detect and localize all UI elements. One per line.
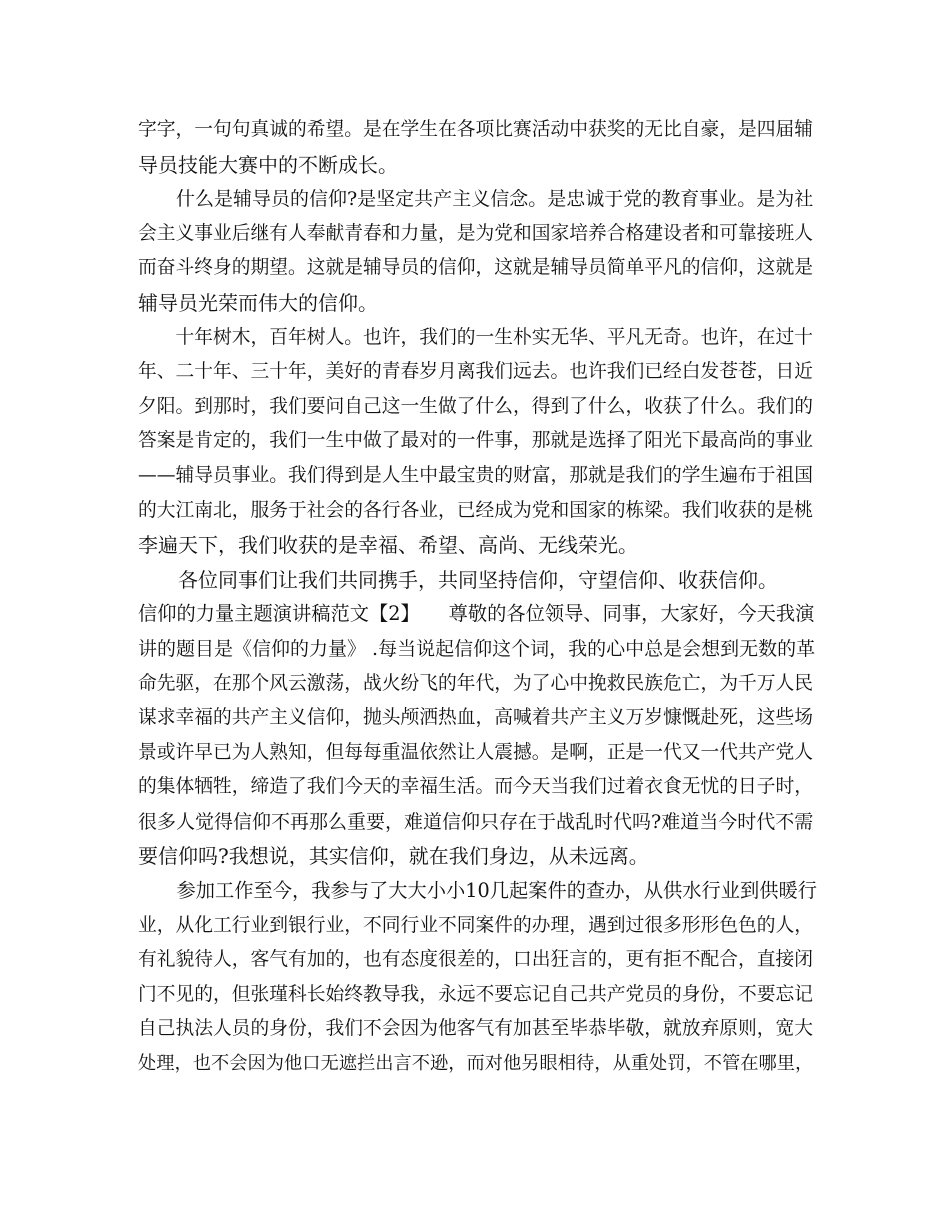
text-line: 年、二十年、三十年，美好的青春岁月离我们远去。也许我们已经白发苍苍，日近	[138, 361, 813, 383]
section-heading-line: 信仰的力量主题演讲稿范文【2】 尊敬的各位领导、同事，大家好，今天我演	[138, 602, 815, 626]
text-line: 夕阳。到那时，我们要问自己这一生做了什么，得到了什么，收获了什么。我们的	[138, 395, 813, 417]
text-line: 会主义事业后继有人奉献青春和力量，是为党和国家培养合格建设者和可靠接班人	[138, 222, 813, 244]
text-line: 而奋斗终身的期望。这就是辅导员的信仰，这就是辅导员简单平凡的信仰，这就是	[138, 257, 813, 279]
text-line: 的大江南北，服务于社会的各行各业，已经成为党和国家的栋梁。我们收获的是桃	[138, 499, 813, 521]
text-line: 字字，一句句真诚的希望。是在学生在各项比赛活动中获奖的无比自豪，是四届辅	[138, 119, 813, 140]
text-line: 自己执法人员的身份，我们不会因为他客气有加甚至毕恭毕敬，就放弃原则，宽大	[138, 1018, 813, 1040]
text-line: 辅导员光荣而伟大的信仰。	[138, 290, 378, 315]
text-line: 处理，也不会因为他口无遮拦出言不逊，而对他另眼相待，从重处罚，不管在哪里，	[138, 1053, 814, 1075]
text-line: ——辅导员事业。我们得到是人生中最宝贵的财富，那就是我们的学生遍布于祖国	[138, 464, 813, 486]
text-line: 十年树木，百年树人。也许，我们的一生朴实无华、平凡无奇。也许，在过十	[138, 326, 813, 348]
text-line: 什么是辅导员的信仰?是坚定共产主义信念。是忠诚于党的教育事业。是为社	[138, 188, 814, 211]
text-line: 景或许早已为人熟知，但每每重温依然让人震撼。是啊，正是一代又一代共产党人	[138, 741, 813, 763]
text-line: 李遍天下，我们收获的是幸福、希望、高尚、无线荣光。	[138, 533, 638, 558]
text-line: 要信仰吗?我想说，其实信仰，就在我们身边，从未远离。	[138, 844, 649, 869]
text-line: 谋求幸福的共产主义信仰，抛头颅洒热血，高喊着共产主义万岁慷慨赴死，这些场	[138, 707, 813, 729]
text-line: 命先驱，在那个风云激荡，战火纷飞的年代，为了心中挽救民族危亡，为千万人民	[138, 672, 813, 694]
text-line: 的集体牺牲，缔造了我们今天的幸福生活。而今天当我们过着衣食无忧的日子时，	[138, 776, 813, 798]
text-line: 答案是肯定的，我们一生中做了最对的一件事，那就是选择了阳光下最高尚的事业	[138, 430, 813, 452]
text-line: 有礼貌待人，客气有加的，也有态度很差的，口出狂言的，更有拒不配合，直接闭	[138, 949, 813, 971]
text-line: 很多人觉得信仰不再那么重要，难道信仰只存在于战乱时代吗?难道当今时代不需	[138, 810, 814, 833]
text-line: 讲的题目是《信仰的力量》 .每当说起信仰这个词，我的心中总是会想到无数的革	[138, 637, 816, 660]
text-line: 业，从化工行业到银行业，不同行业不同案件的办理，遇到过很多形形色色的人，	[138, 914, 813, 936]
text-line: 各位同事们让我们共同携手，共同坚持信仰，守望信仰、收获信仰。	[138, 567, 778, 592]
text-line: 门不见的，但张瑾科长始终教导我，永远不要忘记自己共产党员的身份，不要忘记	[138, 983, 813, 1005]
text-line: 导员技能大赛中的不断成长。	[138, 152, 398, 177]
document-body	[138, 113, 818, 1082]
text-line: 参加工作至今，我参与了大大小小10几起案件的查办，从供水行业到供暖行	[138, 879, 817, 903]
